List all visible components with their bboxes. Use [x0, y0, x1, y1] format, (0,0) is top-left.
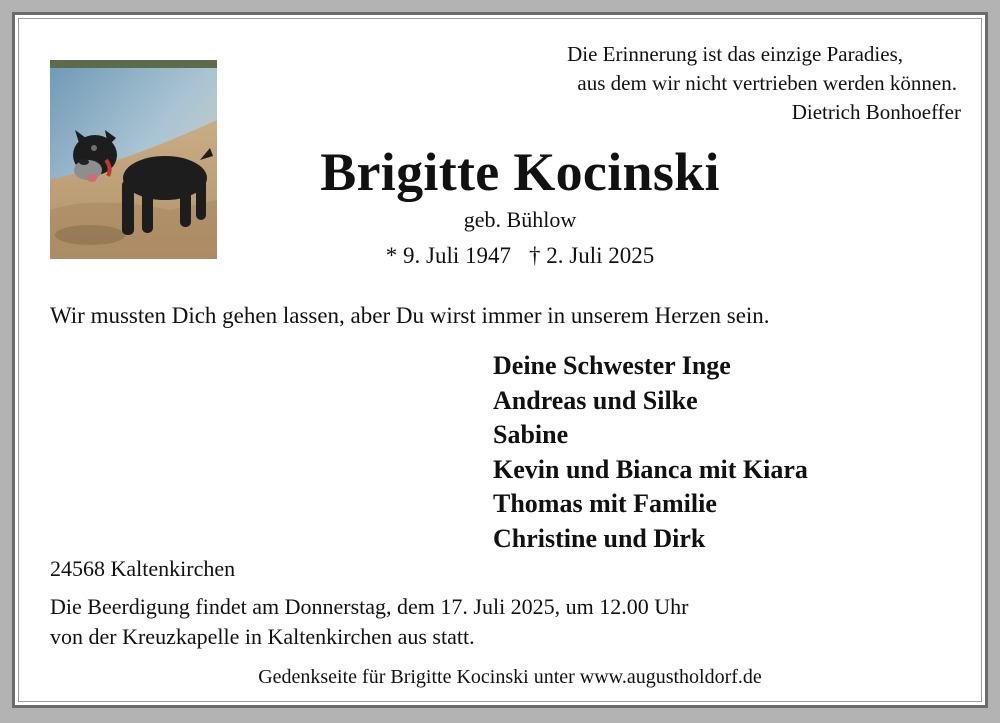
deceased-name: Brigitte Kocinski: [320, 142, 720, 202]
funeral-line-1: Die Beerdigung findet am Donnerstag, dem 17. Juli 2025, um 12.00 Uhr: [50, 594, 689, 619]
farewell-message: Wir mussten Dich gehen lassen, aber Du wirst immer in unserem Herzen sein.: [50, 303, 770, 328]
mourner: Andreas und Silke: [493, 385, 698, 415]
funeral-line-2: von der Kreuzkapelle in Kaltenkirchen aus statt.: [50, 624, 475, 649]
memorial-page-note: Gedenkseite für Brigitte Kocinski unter www.augustholdorf.de: [258, 666, 762, 688]
funeral-info: [50, 592, 689, 652]
quote-line-2: aus dem wir nicht vertrieben werden können.: [577, 71, 957, 95]
obituary-card: [12, 12, 988, 708]
mourner: Sabine: [493, 420, 569, 449]
quote-author: Dietrich Bonhoeffer: [791, 100, 961, 124]
mourner: Deine Schwester Inge: [493, 351, 731, 380]
quote-line-1: Die Erinnerung ist das einzige Paradies,: [567, 42, 903, 66]
birth-name: geb. Bühlow: [463, 207, 577, 232]
birth-date: * 9. Juli 1947: [385, 243, 511, 268]
death-date: † 2. Juli 2025: [529, 243, 655, 268]
mourner: Kevin und Bianca mit Kiara: [493, 454, 808, 484]
mourners-list: [493, 349, 808, 556]
city: 24568 Kaltenkirchen: [50, 556, 236, 581]
mourner: Christine und Dirk: [493, 523, 706, 553]
life-dates: [15, 243, 985, 269]
mourner: Thomas mit Familie: [493, 489, 717, 518]
